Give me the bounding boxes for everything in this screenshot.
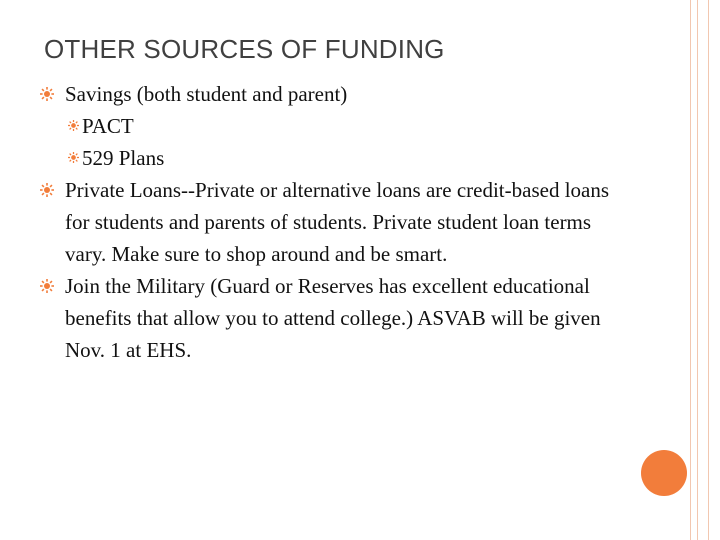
sub-item-text: 529 Plans bbox=[82, 146, 165, 170]
slide-body bbox=[40, 78, 630, 366]
sun-bullet-icon bbox=[68, 152, 79, 163]
frame-line-3 bbox=[708, 0, 709, 540]
bullet-item-military bbox=[40, 270, 630, 366]
bullet-text: Savings (both student and parent) bbox=[65, 82, 348, 106]
sun-bullet-icon bbox=[40, 87, 54, 101]
bullet-text: Private Loans--Private or alternative loans are credit-based loans for students and parents of students. Private student loan terms vary. Make sure to shop around and be smart. bbox=[65, 178, 610, 266]
bullet-item-private-loans bbox=[40, 174, 630, 270]
sub-item-pact bbox=[40, 110, 630, 142]
sun-bullet-icon bbox=[40, 183, 54, 197]
sun-bullet-icon bbox=[68, 120, 79, 131]
decorative-orange-circle bbox=[641, 450, 687, 496]
frame-line-1 bbox=[690, 0, 691, 540]
slide-title: OTHER SOURCES OF FUNDING bbox=[44, 34, 445, 64]
bullet-text: Join the Military (Guard or Reserves has excellent educational benefits that allow you to attend college.) ASVAB will be given Nov. 1 at EHS. bbox=[65, 274, 601, 362]
frame-line-2 bbox=[697, 0, 698, 540]
bullet-item-savings bbox=[40, 78, 630, 110]
sub-item-text: PACT bbox=[82, 114, 134, 138]
sub-item-529-plans bbox=[40, 142, 630, 174]
sun-bullet-icon bbox=[40, 279, 54, 293]
